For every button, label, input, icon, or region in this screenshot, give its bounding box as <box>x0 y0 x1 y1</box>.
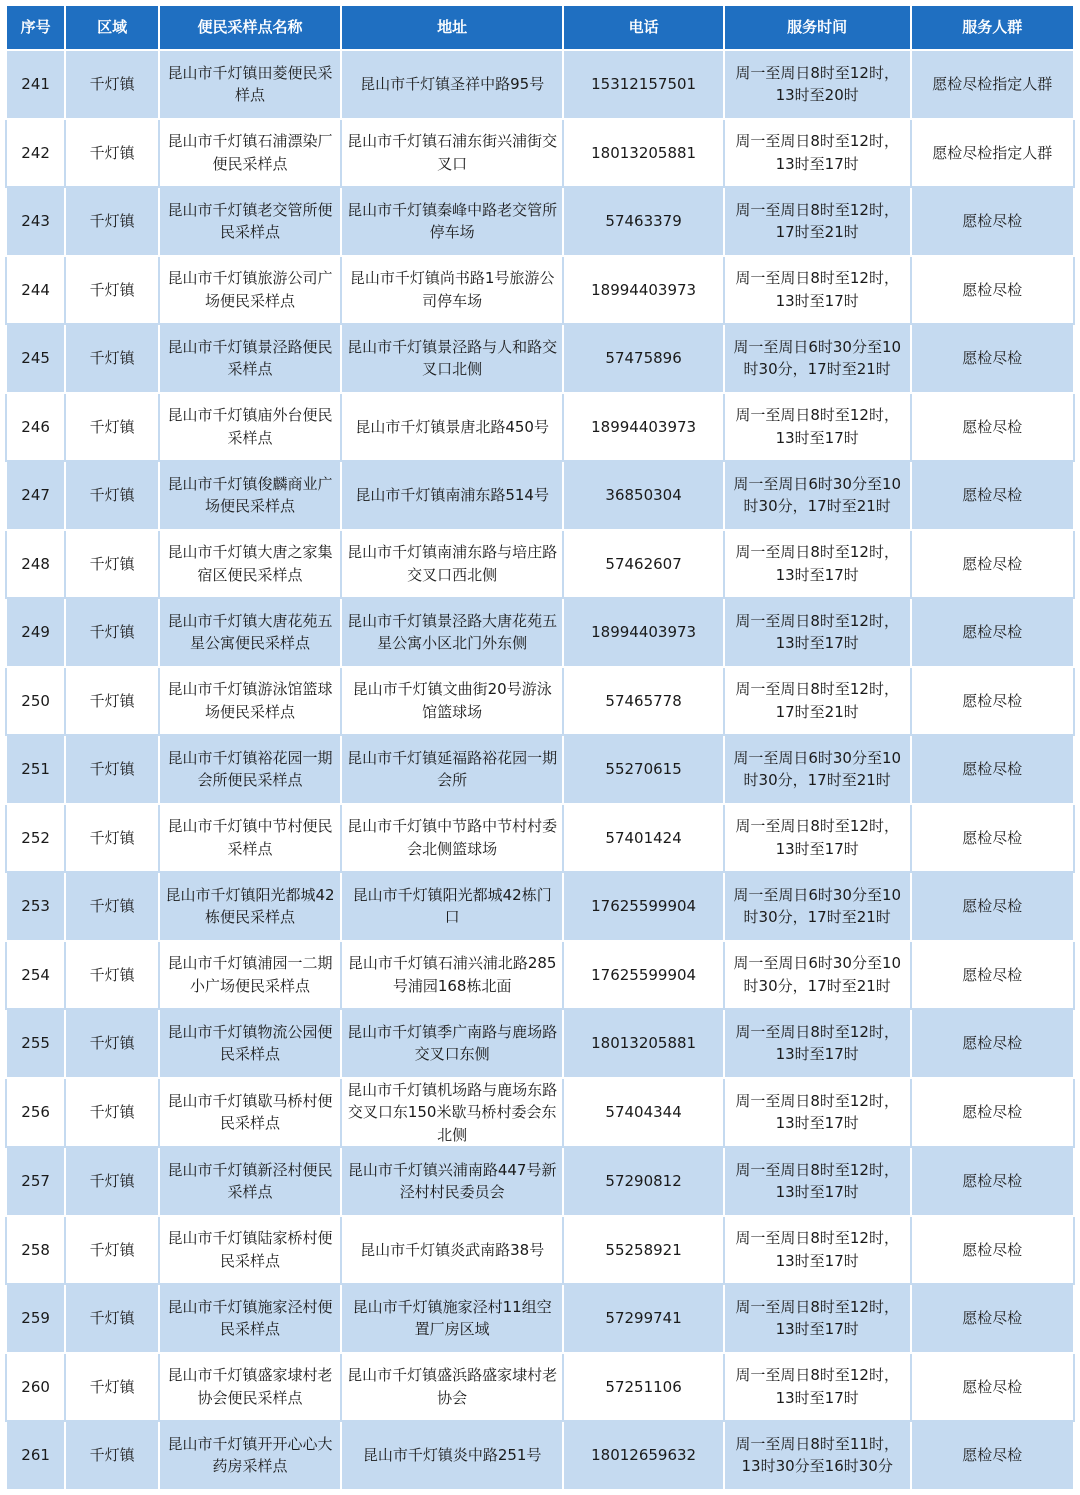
cell-no: 244 <box>6 256 65 325</box>
cell-hours: 周一至周日8时至12时，13时至17时 <box>724 598 911 667</box>
cell-hours: 周一至周日8时至12时，13时至17时 <box>724 1353 911 1422</box>
cell-name: 昆山市千灯镇盛家埭村老协会便民采样点 <box>159 1353 341 1422</box>
cell-no: 241 <box>6 50 65 119</box>
cell-no: 250 <box>6 667 65 736</box>
cell-group: 愿检尽检 <box>911 735 1074 804</box>
cell-address: 昆山市千灯镇南浦东路与培庄路交叉口西北侧 <box>341 530 564 599</box>
table-row <box>6 1216 1074 1285</box>
cell-address: 昆山市千灯镇石浦东街兴浦街交叉口 <box>341 119 564 188</box>
cell-name: 昆山市千灯镇游泳馆篮球场便民采样点 <box>159 667 341 736</box>
cell-phone: 57463379 <box>563 187 723 256</box>
cell-address: 昆山市千灯镇尚书路1号旅游公司停车场 <box>341 256 564 325</box>
cell-address: 昆山市千灯镇景泾路大唐花苑五星公寓小区北门外东侧 <box>341 598 564 667</box>
cell-phone: 57401424 <box>563 804 723 873</box>
table-row <box>6 667 1074 736</box>
cell-area: 千灯镇 <box>65 1284 159 1353</box>
cell-phone: 57404344 <box>563 1078 723 1148</box>
header-area: 区域 <box>65 5 159 50</box>
cell-hours: 周一至周日8时至12时，13时至17时 <box>724 804 911 873</box>
cell-name: 昆山市千灯镇庙外台便民采样点 <box>159 393 341 462</box>
cell-phone: 57475896 <box>563 324 723 393</box>
header-row <box>6 5 1074 50</box>
cell-no: 251 <box>6 735 65 804</box>
cell-group: 愿检尽检 <box>911 324 1074 393</box>
cell-address: 昆山市千灯镇景唐北路450号 <box>341 393 564 462</box>
cell-name: 昆山市千灯镇中节村便民采样点 <box>159 804 341 873</box>
cell-hours: 周一至周日8时至12时，13时至17时 <box>724 1147 911 1216</box>
cell-no: 253 <box>6 872 65 941</box>
cell-hours: 周一至周日8时至12时，13时至17时 <box>724 530 911 599</box>
cell-group: 愿检尽检 <box>911 1147 1074 1216</box>
cell-address: 昆山市千灯镇中节路中节村村委会北侧篮球场 <box>341 804 564 873</box>
cell-hours: 周一至周日8时至12时，17时至21时 <box>724 187 911 256</box>
cell-hours: 周一至周日6时30分至10时30分，17时至21时 <box>724 461 911 530</box>
cell-area: 千灯镇 <box>65 119 159 188</box>
cell-group: 愿检尽检 <box>911 598 1074 667</box>
cell-address: 昆山市千灯镇阳光都城42栋门口 <box>341 872 564 941</box>
table-row <box>6 735 1074 804</box>
cell-no: 255 <box>6 1009 65 1078</box>
cell-phone: 18994403973 <box>563 256 723 325</box>
cell-name: 昆山市千灯镇新泾村便民采样点 <box>159 1147 341 1216</box>
cell-phone: 55270615 <box>563 735 723 804</box>
cell-group: 愿检尽检 <box>911 804 1074 873</box>
cell-group: 愿检尽检 <box>911 393 1074 462</box>
cell-phone: 57251106 <box>563 1353 723 1422</box>
cell-no: 252 <box>6 804 65 873</box>
cell-name: 昆山市千灯镇开开心心大药房采样点 <box>159 1421 341 1490</box>
cell-name: 昆山市千灯镇田菱便民采样点 <box>159 50 341 119</box>
cell-area: 千灯镇 <box>65 50 159 119</box>
header-address: 地址 <box>341 5 564 50</box>
cell-phone: 57465778 <box>563 667 723 736</box>
cell-no: 248 <box>6 530 65 599</box>
cell-name: 昆山市千灯镇俊麟商业广场便民采样点 <box>159 461 341 530</box>
cell-hours: 周一至周日8时至12时，13时至17时 <box>724 1009 911 1078</box>
table-row <box>6 119 1074 188</box>
cell-no: 242 <box>6 119 65 188</box>
cell-hours: 周一至周日8时至12时，13时至17时 <box>724 119 911 188</box>
cell-address: 昆山市千灯镇季广南路与鹿场路交叉口东侧 <box>341 1009 564 1078</box>
cell-group: 愿检尽检 <box>911 1078 1074 1148</box>
cell-address: 昆山市千灯镇景泾路与人和路交叉口北侧 <box>341 324 564 393</box>
table-row <box>6 941 1074 1010</box>
cell-hours: 周一至周日8时至12时，13时至17时 <box>724 393 911 462</box>
cell-name: 昆山市千灯镇物流公园便民采样点 <box>159 1009 341 1078</box>
header-phone: 电话 <box>563 5 723 50</box>
cell-phone: 18012659632 <box>563 1421 723 1490</box>
table-row <box>6 530 1074 599</box>
cell-no: 256 <box>6 1078 65 1148</box>
cell-phone: 18013205881 <box>563 1009 723 1078</box>
cell-phone: 17625599904 <box>563 941 723 1010</box>
cell-hours: 周一至周日8时至12时，13时至17时 <box>724 1078 911 1148</box>
cell-phone: 57462607 <box>563 530 723 599</box>
cell-group: 愿检尽检 <box>911 256 1074 325</box>
cell-area: 千灯镇 <box>65 256 159 325</box>
cell-phone: 55258921 <box>563 1216 723 1285</box>
cell-area: 千灯镇 <box>65 1353 159 1422</box>
table-row <box>6 872 1074 941</box>
cell-address: 昆山市千灯镇文曲街20号游泳馆篮球场 <box>341 667 564 736</box>
cell-address: 昆山市千灯镇炎武南路38号 <box>341 1216 564 1285</box>
cell-area: 千灯镇 <box>65 530 159 599</box>
cell-phone: 57290812 <box>563 1147 723 1216</box>
cell-no: 257 <box>6 1147 65 1216</box>
cell-area: 千灯镇 <box>65 804 159 873</box>
cell-name: 昆山市千灯镇裕花园一期会所便民采样点 <box>159 735 341 804</box>
table-row <box>6 804 1074 873</box>
cell-name: 昆山市千灯镇大唐之家集宿区便民采样点 <box>159 530 341 599</box>
table-row <box>6 187 1074 256</box>
cell-group: 愿检尽检 <box>911 1284 1074 1353</box>
cell-name: 昆山市千灯镇老交管所便民采样点 <box>159 187 341 256</box>
table-row <box>6 1078 1074 1148</box>
cell-hours: 周一至周日6时30分至10时30分，17时至21时 <box>724 941 911 1010</box>
table-row <box>6 256 1074 325</box>
cell-address: 昆山市千灯镇圣祥中路95号 <box>341 50 564 119</box>
cell-group: 愿检尽检 <box>911 1353 1074 1422</box>
header-hours: 服务时间 <box>724 5 911 50</box>
cell-address: 昆山市千灯镇秦峰中路老交管所停车场 <box>341 187 564 256</box>
cell-no: 247 <box>6 461 65 530</box>
cell-hours: 周一至周日8时至11时，13时30分至16时30分 <box>724 1421 911 1490</box>
cell-phone: 36850304 <box>563 461 723 530</box>
cell-area: 千灯镇 <box>65 324 159 393</box>
cell-address: 昆山市千灯镇机场路与鹿场东路交叉口东150米歇马桥村委会东北侧 <box>341 1078 564 1148</box>
cell-group: 愿检尽检 <box>911 530 1074 599</box>
cell-no: 246 <box>6 393 65 462</box>
cell-area: 千灯镇 <box>65 1009 159 1078</box>
table-row <box>6 1284 1074 1353</box>
cell-no: 258 <box>6 1216 65 1285</box>
cell-hours: 周一至周日6时30分至10时30分，17时至21时 <box>724 735 911 804</box>
cell-name: 昆山市千灯镇景泾路便民采样点 <box>159 324 341 393</box>
table-row <box>6 1353 1074 1422</box>
cell-area: 千灯镇 <box>65 187 159 256</box>
cell-area: 千灯镇 <box>65 872 159 941</box>
cell-phone: 17625599904 <box>563 872 723 941</box>
cell-address: 昆山市千灯镇施家泾村11组空置厂房区域 <box>341 1284 564 1353</box>
table-row <box>6 1147 1074 1216</box>
cell-name: 昆山市千灯镇旅游公司广场便民采样点 <box>159 256 341 325</box>
cell-area: 千灯镇 <box>65 941 159 1010</box>
table-row <box>6 598 1074 667</box>
cell-hours: 周一至周日8时至12时，13时至17时 <box>724 1284 911 1353</box>
table-row <box>6 50 1074 119</box>
cell-area: 千灯镇 <box>65 1078 159 1148</box>
cell-area: 千灯镇 <box>65 667 159 736</box>
cell-name: 昆山市千灯镇歇马桥村便民采样点 <box>159 1078 341 1148</box>
cell-area: 千灯镇 <box>65 461 159 530</box>
table-row <box>6 324 1074 393</box>
cell-area: 千灯镇 <box>65 1421 159 1490</box>
cell-group: 愿检尽检 <box>911 941 1074 1010</box>
table-row <box>6 1009 1074 1078</box>
cell-address: 昆山市千灯镇炎中路251号 <box>341 1421 564 1490</box>
sampling-point-table <box>5 4 1075 1491</box>
cell-group: 愿检尽检 <box>911 187 1074 256</box>
cell-hours: 周一至周日8时至12时，13时至17时 <box>724 256 911 325</box>
cell-phone: 18994403973 <box>563 598 723 667</box>
cell-name: 昆山市千灯镇阳光都城42栋便民采样点 <box>159 872 341 941</box>
cell-area: 千灯镇 <box>65 1216 159 1285</box>
table-body <box>6 50 1074 1490</box>
cell-address: 昆山市千灯镇石浦兴浦北路285号浦园168栋北面 <box>341 941 564 1010</box>
cell-group: 愿检尽检 <box>911 667 1074 736</box>
table-row <box>6 1421 1074 1490</box>
cell-no: 249 <box>6 598 65 667</box>
cell-group: 愿检尽检 <box>911 1216 1074 1285</box>
header-group: 服务人群 <box>911 5 1074 50</box>
cell-no: 245 <box>6 324 65 393</box>
cell-name: 昆山市千灯镇石浦漂染厂便民采样点 <box>159 119 341 188</box>
header-no: 序号 <box>6 5 65 50</box>
cell-phone: 18013205881 <box>563 119 723 188</box>
cell-group: 愿检尽检指定人群 <box>911 119 1074 188</box>
cell-name: 昆山市千灯镇施家泾村便民采样点 <box>159 1284 341 1353</box>
cell-hours: 周一至周日8时至12时，17时至21时 <box>724 667 911 736</box>
cell-group: 愿检尽检 <box>911 461 1074 530</box>
cell-area: 千灯镇 <box>65 393 159 462</box>
cell-no: 260 <box>6 1353 65 1422</box>
header-name: 便民采样点名称 <box>159 5 341 50</box>
cell-group: 愿检尽检 <box>911 1421 1074 1490</box>
cell-area: 千灯镇 <box>65 735 159 804</box>
cell-address: 昆山市千灯镇南浦东路514号 <box>341 461 564 530</box>
cell-group: 愿检尽检 <box>911 1009 1074 1078</box>
cell-name: 昆山市千灯镇浦园一二期小广场便民采样点 <box>159 941 341 1010</box>
cell-hours: 周一至周日8时至12时，13时至20时 <box>724 50 911 119</box>
cell-area: 千灯镇 <box>65 598 159 667</box>
table-row <box>6 393 1074 462</box>
table-header <box>6 5 1074 50</box>
cell-address: 昆山市千灯镇盛浜路盛家埭村老协会 <box>341 1353 564 1422</box>
cell-hours: 周一至周日8时至12时，13时至17时 <box>724 1216 911 1285</box>
cell-address: 昆山市千灯镇兴浦南路447号新泾村村民委员会 <box>341 1147 564 1216</box>
cell-address: 昆山市千灯镇延福路裕花园一期会所 <box>341 735 564 804</box>
cell-no: 259 <box>6 1284 65 1353</box>
cell-group: 愿检尽检指定人群 <box>911 50 1074 119</box>
cell-name: 昆山市千灯镇大唐花苑五星公寓便民采样点 <box>159 598 341 667</box>
cell-hours: 周一至周日6时30分至10时30分，17时至21时 <box>724 872 911 941</box>
cell-no: 243 <box>6 187 65 256</box>
cell-name: 昆山市千灯镇陆家桥村便民采样点 <box>159 1216 341 1285</box>
cell-phone: 18994403973 <box>563 393 723 462</box>
cell-no: 261 <box>6 1421 65 1490</box>
table-row <box>6 461 1074 530</box>
cell-phone: 57299741 <box>563 1284 723 1353</box>
cell-area: 千灯镇 <box>65 1147 159 1216</box>
cell-no: 254 <box>6 941 65 1010</box>
cell-group: 愿检尽检 <box>911 872 1074 941</box>
cell-phone: 15312157501 <box>563 50 723 119</box>
cell-hours: 周一至周日6时30分至10时30分，17时至21时 <box>724 324 911 393</box>
